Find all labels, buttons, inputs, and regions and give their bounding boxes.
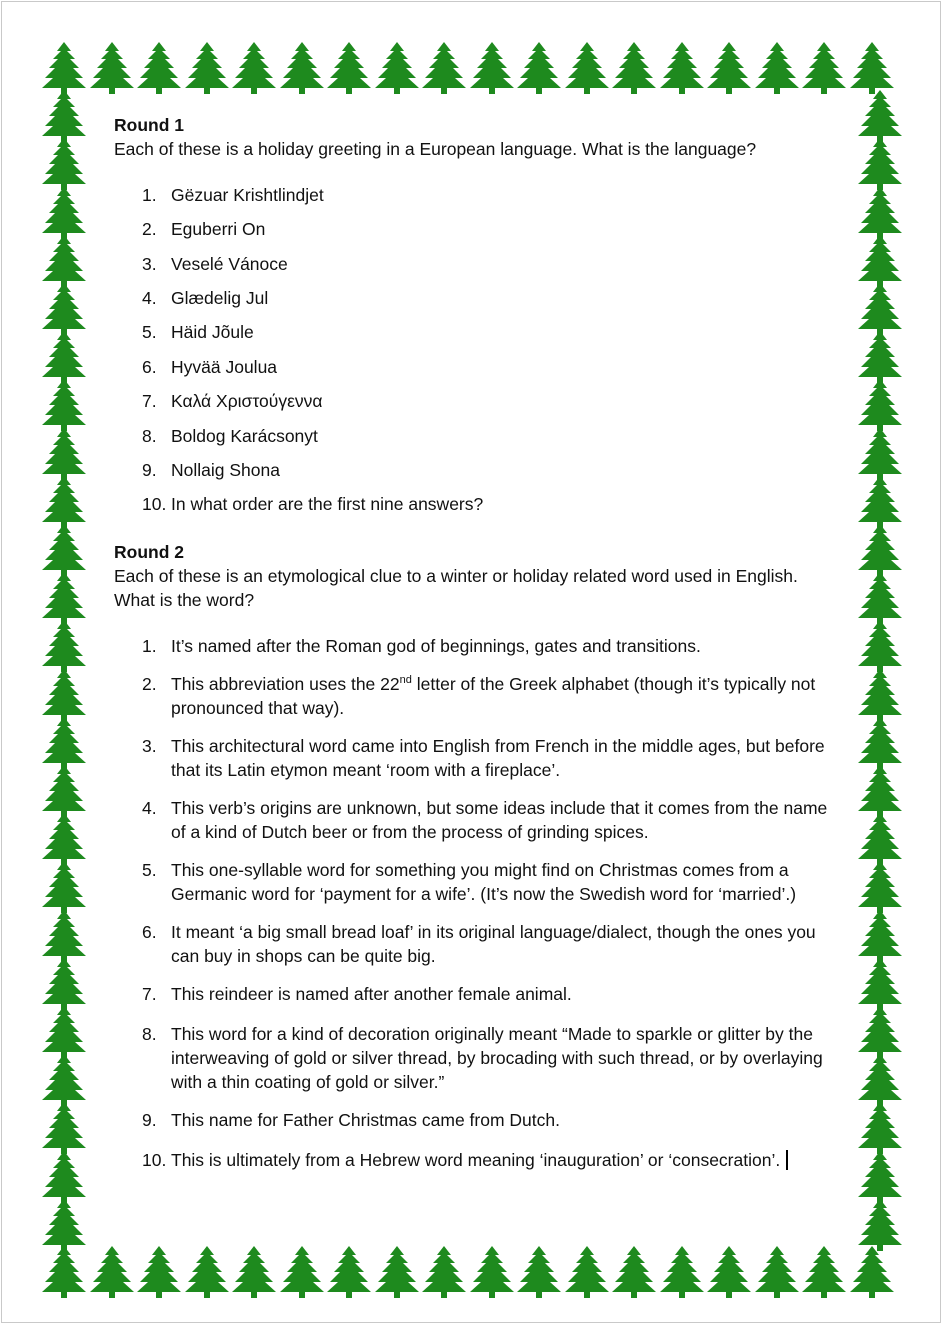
- list-item: [114, 355, 834, 379]
- item-number: 9.: [142, 460, 157, 480]
- item-text: This is ultimately from a Hebrew word meaning ‘inauguration’ or ‘consecration’.: [171, 1150, 781, 1170]
- round-1: [114, 113, 834, 516]
- item-number: 1.: [142, 185, 157, 205]
- item-text-part: This abbreviation uses the 22: [171, 674, 400, 694]
- list-item: [114, 424, 834, 448]
- list-item: [114, 858, 834, 906]
- list-item: [114, 252, 834, 276]
- question-list: [114, 634, 834, 1172]
- item-text: In what order are the first nine answers?: [171, 494, 484, 514]
- item-text: Glædelig Jul: [171, 288, 269, 308]
- item-number: 6.: [142, 922, 157, 942]
- list-item: [114, 320, 834, 344]
- round-heading: Round 1: [114, 115, 184, 135]
- list-item: [114, 492, 834, 516]
- round-heading: Round 2: [114, 542, 184, 562]
- round-intro: Each of these is a holiday greeting in a European language. What is the language?: [114, 139, 757, 159]
- item-text: It’s named after the Roman god of beginnings, gates and transitions.: [171, 636, 701, 656]
- ordinal-suffix: nd: [399, 674, 412, 687]
- item-number: 7.: [142, 391, 157, 411]
- item-text: This architectural word came into English from French in the middle ages, but before that its Latin etymon meant ‘room with a fireplace’.: [171, 736, 825, 780]
- text-cursor: [786, 1150, 788, 1170]
- item-number: 10.: [142, 1150, 167, 1170]
- list-item: [114, 920, 834, 968]
- item-text: Hyvää Joulua: [171, 357, 278, 377]
- item-number: 5.: [142, 322, 157, 342]
- item-number: 2.: [142, 674, 157, 694]
- item-text: This verb’s origins are unknown, but some ideas include that it comes from the name of a kind of Dutch beer or from the process of grinding spices.: [171, 798, 828, 842]
- item-number: 2.: [142, 219, 157, 239]
- item-number: 4.: [142, 798, 157, 818]
- list-item: [114, 796, 834, 844]
- item-number: 6.: [142, 357, 157, 377]
- list-item: [114, 734, 834, 782]
- item-text-part: letter of the Greek alphabet (though it’s typically not pronounced that way).: [171, 674, 816, 718]
- item-text: Eguberri On: [171, 219, 266, 239]
- item-number: 10.: [142, 494, 167, 514]
- item-text: This word for a kind of decoration originally meant “Made to sparkle or glitter by the interweaving of gold or silver thread, by brocading with such thread, or by overlaying with a thin coating of gold or silver.”: [171, 1024, 823, 1092]
- item-number: 4.: [142, 288, 157, 308]
- item-number: 8.: [142, 426, 157, 446]
- item-text: Nollaig Shona: [171, 460, 280, 480]
- list-item: [114, 217, 834, 241]
- item-text: This name for Father Christmas came from Dutch.: [171, 1110, 560, 1130]
- list-item: [114, 458, 834, 482]
- list-item: [114, 1108, 834, 1132]
- list-item: [114, 183, 834, 207]
- item-text: Καλά Χριστούγεννα: [171, 391, 323, 411]
- item-text: Boldog Karácsonyt: [171, 426, 318, 446]
- item-text: Häid Jõule: [171, 322, 254, 342]
- document-body[interactable]: [114, 113, 834, 1172]
- item-number: 9.: [142, 1110, 157, 1130]
- list-item: [114, 1148, 834, 1172]
- item-text: This one-syllable word for something you might find on Christmas comes from a Germanic word for ‘payment for a wife’. (It’s now the Swedish word for ‘married’.): [171, 860, 797, 904]
- item-number: 3.: [142, 254, 157, 274]
- question-list: [114, 183, 834, 516]
- list-item: [114, 389, 834, 413]
- list-item: [114, 286, 834, 310]
- item-number: 8.: [142, 1024, 157, 1044]
- item-number: 3.: [142, 736, 157, 756]
- item-number: 7.: [142, 984, 157, 1004]
- round-2: [114, 540, 834, 1172]
- list-item: [114, 982, 834, 1006]
- list-item: [114, 672, 834, 720]
- item-text: Veselé Vánoce: [171, 254, 288, 274]
- item-text: It meant ‘a big small bread loaf’ in its original language/dialect, though the ones you can buy in shops can be quite big.: [171, 922, 816, 966]
- item-text: This reindeer is named after another female animal.: [171, 984, 572, 1004]
- list-item: [114, 634, 834, 658]
- item-number: 1.: [142, 636, 157, 656]
- list-item: [114, 1022, 834, 1094]
- item-number: 5.: [142, 860, 157, 880]
- round-intro: Each of these is an etymological clue to a winter or holiday related word used in English. What is the word?: [114, 566, 798, 610]
- item-text: Gëzuar Krishtlindjet: [171, 185, 324, 205]
